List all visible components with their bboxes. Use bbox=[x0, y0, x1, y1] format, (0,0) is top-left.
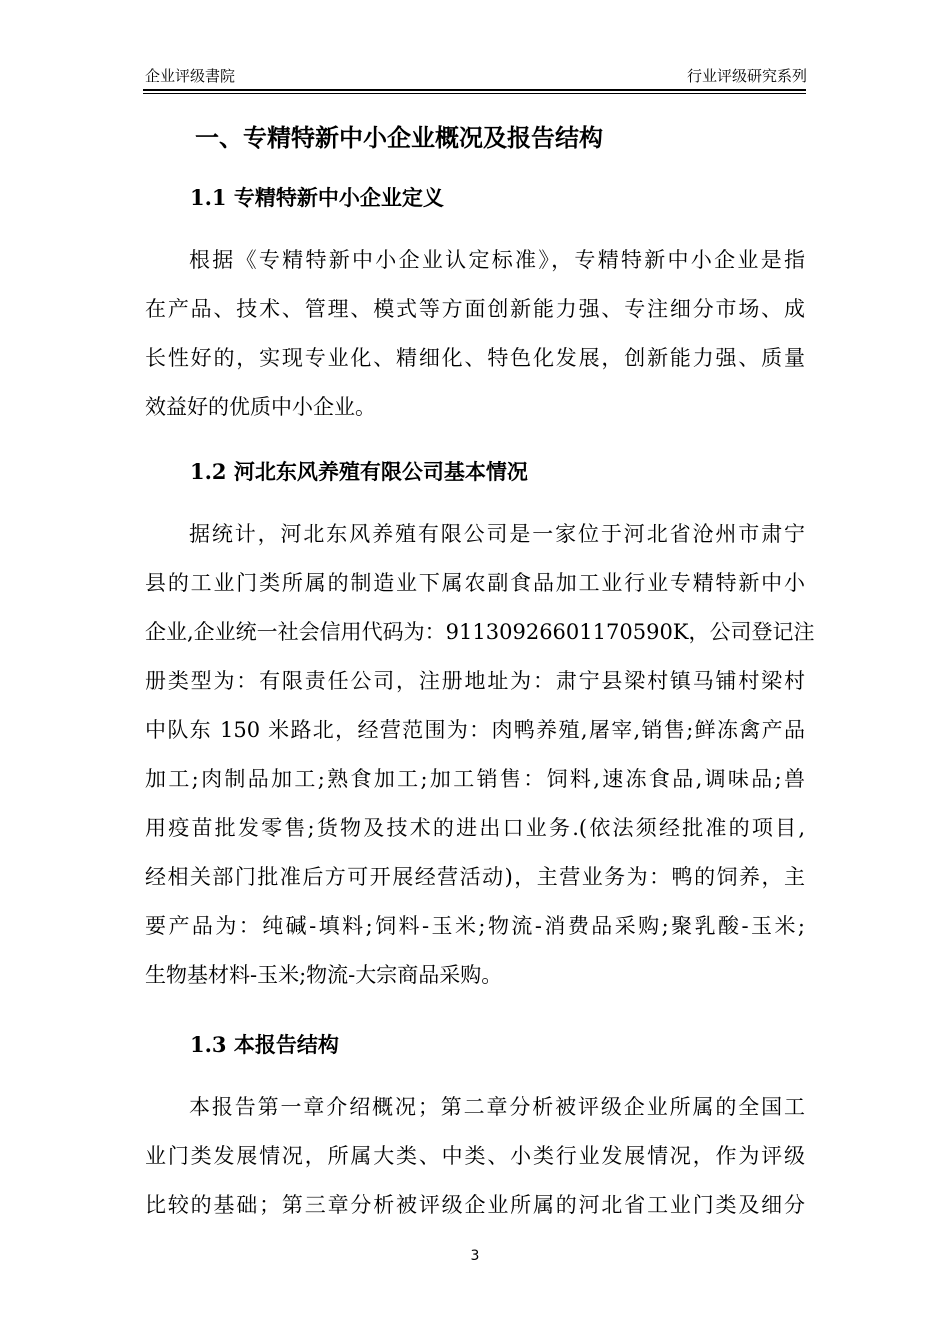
section-paragraph bbox=[145, 510, 815, 1000]
paragraph-line: 据统计，河北东风养殖有限公司是一家位于河北省沧州市肃宁 bbox=[189, 522, 805, 546]
paragraph-line: 加工;肉制品加工;熟食加工;加工销售：饲料,速冻食品,调味品;兽 bbox=[145, 767, 805, 791]
paragraph-line: 根据《专精特新中小企业认定标准》，专精特新中小企业是指 bbox=[189, 248, 805, 272]
paragraph-line: 企业,企业统一社会信用代码为：91130926601170590K，公司登记注 bbox=[145, 620, 815, 644]
header-rule-thick bbox=[143, 89, 806, 91]
section-heading: 1.3 本报告结构 bbox=[190, 1032, 339, 1057]
section-heading: 1.1 专精特新中小企业定义 bbox=[190, 185, 444, 210]
page-number: 3 bbox=[470, 1248, 480, 1264]
paragraph-line: 本报告第一章介绍概况；第二章分析被评级企业所属的全国工 bbox=[189, 1095, 805, 1119]
section-paragraph bbox=[145, 1083, 805, 1230]
paragraph-line: 经相关部门批准后方可开展经营活动)，主营业务为：鸭的饲养，主 bbox=[145, 865, 805, 889]
section-heading: 1.2 河北东风养殖有限公司基本情况 bbox=[190, 459, 528, 484]
header-right: 行业评级研究系列 bbox=[686, 67, 807, 85]
paragraph-line: 中队东 150 米路北，经营范围为：肉鸭养殖,屠宰,销售;鲜冻禽产品 bbox=[145, 718, 805, 742]
header-left: 企业评级書院 bbox=[145, 67, 236, 85]
paragraph-line: 用疫苗批发零售;货物及技术的进出口业务.(依法须经批准的项目, bbox=[145, 816, 805, 840]
section-paragraph bbox=[145, 236, 805, 432]
paragraph-line: 业门类发展情况，所属大类、中类、小类行业发展情况，作为评级 bbox=[145, 1144, 805, 1168]
chapter-title: 一、专精特新中小企业概况及报告结构 bbox=[195, 124, 603, 152]
paragraph-line: 县的工业门类所属的制造业下属农副食品加工业行业专精特新中小 bbox=[145, 571, 805, 595]
paragraph-line: 比较的基础；第三章分析被评级企业所属的河北省工业门类及细分 bbox=[145, 1193, 805, 1217]
paragraph-line: 册类型为：有限责任公司，注册地址为：肃宁县梁村镇马铺村梁村 bbox=[145, 669, 805, 693]
paragraph-line: 要产品为：纯碱-填料;饲料-玉米;物流-消费品采购;聚乳酸-玉米; bbox=[145, 914, 805, 938]
paragraph-line: 生物基材料-玉米;物流-大宗商品采购。 bbox=[145, 963, 503, 987]
paragraph-line: 在产品、技术、管理、模式等方面创新能力强、专注细分市场、成 bbox=[145, 297, 805, 321]
header-rule-thin bbox=[143, 93, 806, 94]
paragraph-line: 效益好的优质中小企业。 bbox=[145, 395, 376, 419]
paragraph-line: 长性好的，实现专业化、精细化、特色化发展，创新能力强、质量 bbox=[145, 346, 805, 370]
